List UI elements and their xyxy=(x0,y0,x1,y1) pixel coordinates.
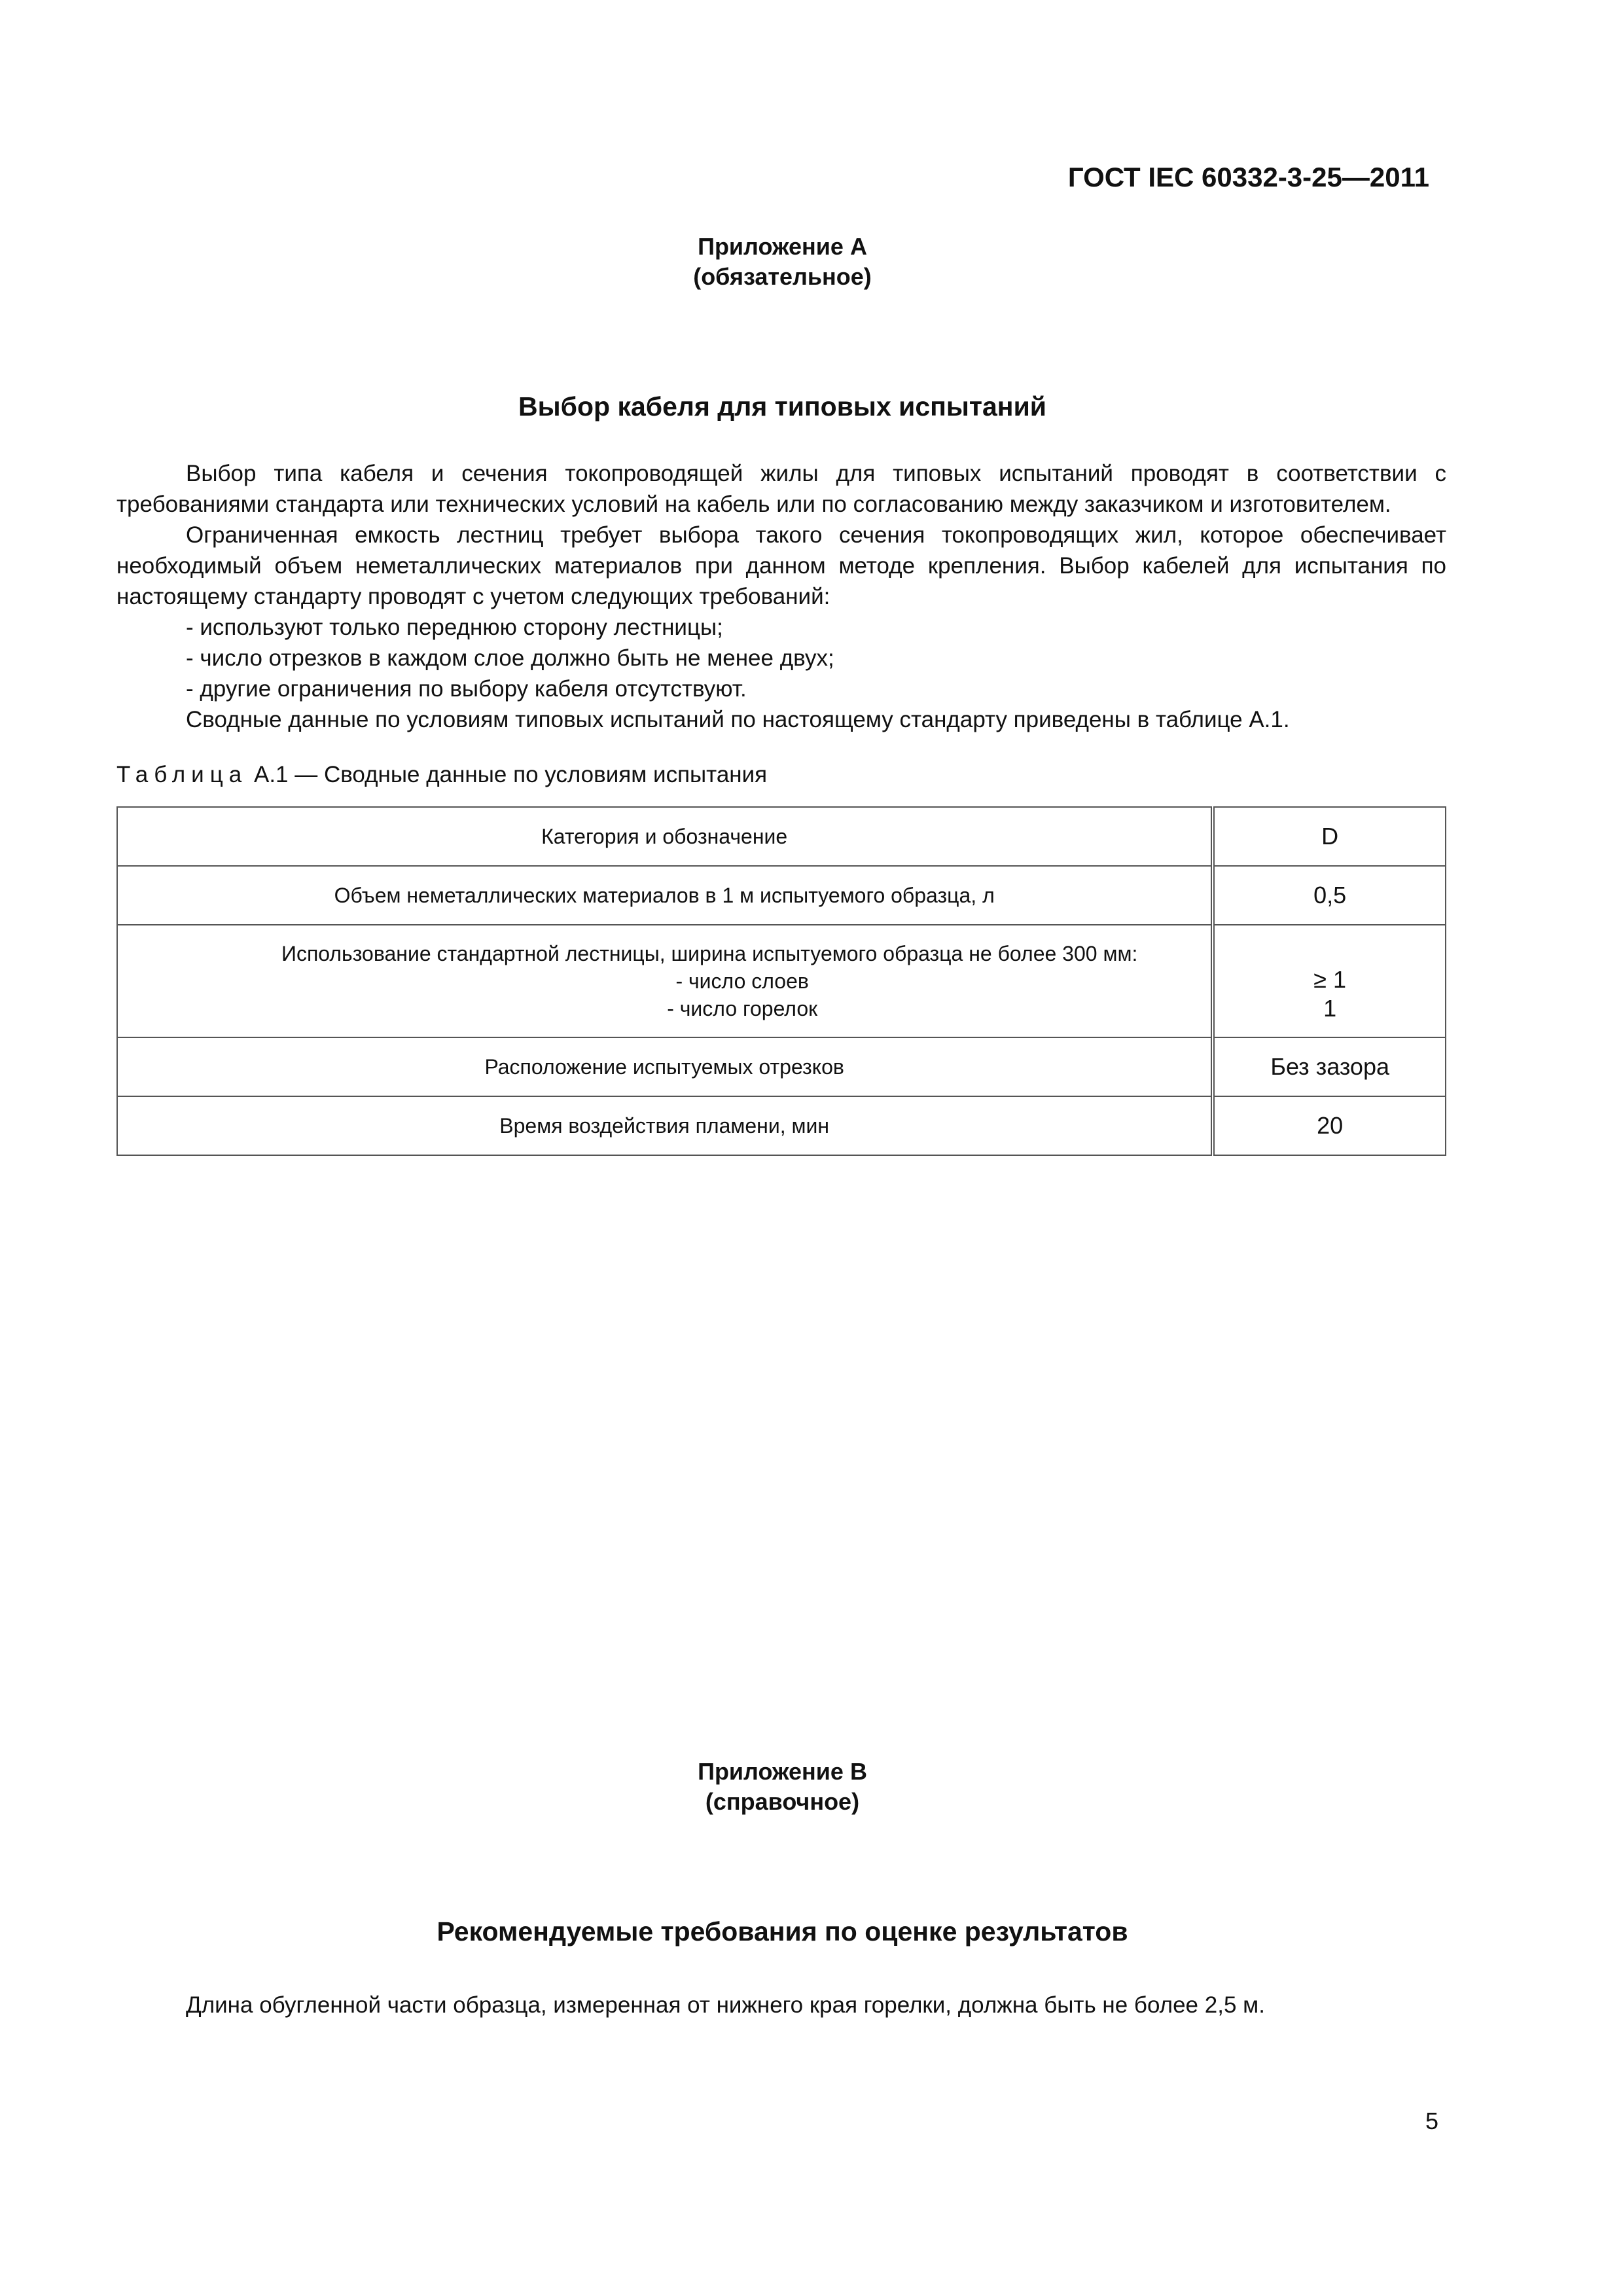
table-cell-value: D xyxy=(1213,807,1446,866)
table-row xyxy=(117,1096,1446,1155)
list-item: - число отрезков в каждом слое должно быть не менее двух; xyxy=(186,645,834,671)
table-cell-label: Время воздействия пламени, мин xyxy=(117,1096,1213,1155)
table-cell-value: 0,5 xyxy=(1213,866,1446,925)
table-cell-label: Расположение испытуемых отрезков xyxy=(117,1037,1213,1096)
table-caption-text: А.1 — Сводные данные по условиям испытания xyxy=(253,762,768,787)
paragraph-1: Выбор типа кабеля и сечения токопроводящей жилы для типовых испытаний проводят в соответствии с требованиями стандарта или технических условий на кабель или по согласованию между заказчиком и изготовителем. xyxy=(116,461,1446,517)
table-row xyxy=(117,807,1446,866)
appendix-b-status: (справочное) xyxy=(705,1788,860,1815)
list-item: - используют только переднюю сторону лестницы; xyxy=(186,615,723,640)
table-row xyxy=(117,1037,1446,1096)
table-cell-subvalue: ≥ 1 xyxy=(1313,966,1347,993)
test-conditions-table xyxy=(116,806,1446,1156)
table-cell-label: Категория и обозначение xyxy=(117,807,1213,866)
page-number: 5 xyxy=(1425,2108,1438,2134)
appendix-a-status: (обязательное) xyxy=(693,263,872,290)
appendix-b-title: Приложение В xyxy=(698,1758,867,1785)
table-caption xyxy=(116,762,767,788)
table-cell-label xyxy=(117,925,1213,1037)
paragraph-3: Сводные данные по условиям типовых испытаний по настоящему стандарту приведены в таблице А.1. xyxy=(186,707,1290,732)
document-code: ГОСТ IEC 60332-3-25—2011 xyxy=(1067,162,1429,192)
appendix-a-heading: Выбор кабеля для типовых испытаний xyxy=(518,391,1046,422)
table-cell-sublabel: - число горелок xyxy=(667,997,818,1020)
appendix-b-heading: Рекомендуемые требования по оценке результатов xyxy=(437,1916,1128,1946)
table-cell-subvalue: 1 xyxy=(1323,995,1337,1022)
table-caption-word: Таблица xyxy=(116,762,248,787)
table-cell-label-main: Использование стандартной лестницы, ширина испытуемого образца не более 300 мм: xyxy=(281,942,1138,965)
appendix-a-body xyxy=(116,458,1446,735)
list-item: - другие ограничения по выбору кабеля отсутствуют. xyxy=(186,676,747,702)
table-row xyxy=(117,866,1446,925)
appendix-b-body xyxy=(116,1990,1446,2020)
table-cell-sublabel: - число слоев xyxy=(675,969,809,993)
appendix-b-paragraph: Длина обугленной части образца, измеренная от нижнего края горелки, должна быть не более 2,5 м. xyxy=(186,1992,1265,2018)
table-row xyxy=(117,925,1446,1037)
table-cell-value: Без зазора xyxy=(1213,1037,1446,1096)
appendix-a-title: Приложение А xyxy=(698,233,867,260)
table-cell-value: 20 xyxy=(1213,1096,1446,1155)
table-cell-value xyxy=(1213,925,1446,1037)
paragraph-2: Ограниченная емкость лестниц требует выбора такого сечения токопроводящих жил, которое обеспечивает необходимый объем неметаллических материалов при данном методе крепления. Выбор кабелей для испытания по настоящему стандарту проводят с учетом следующих требований: xyxy=(116,522,1446,609)
table-cell-label: Объем неметаллических материалов в 1 м испытуемого образца, л xyxy=(117,866,1213,925)
